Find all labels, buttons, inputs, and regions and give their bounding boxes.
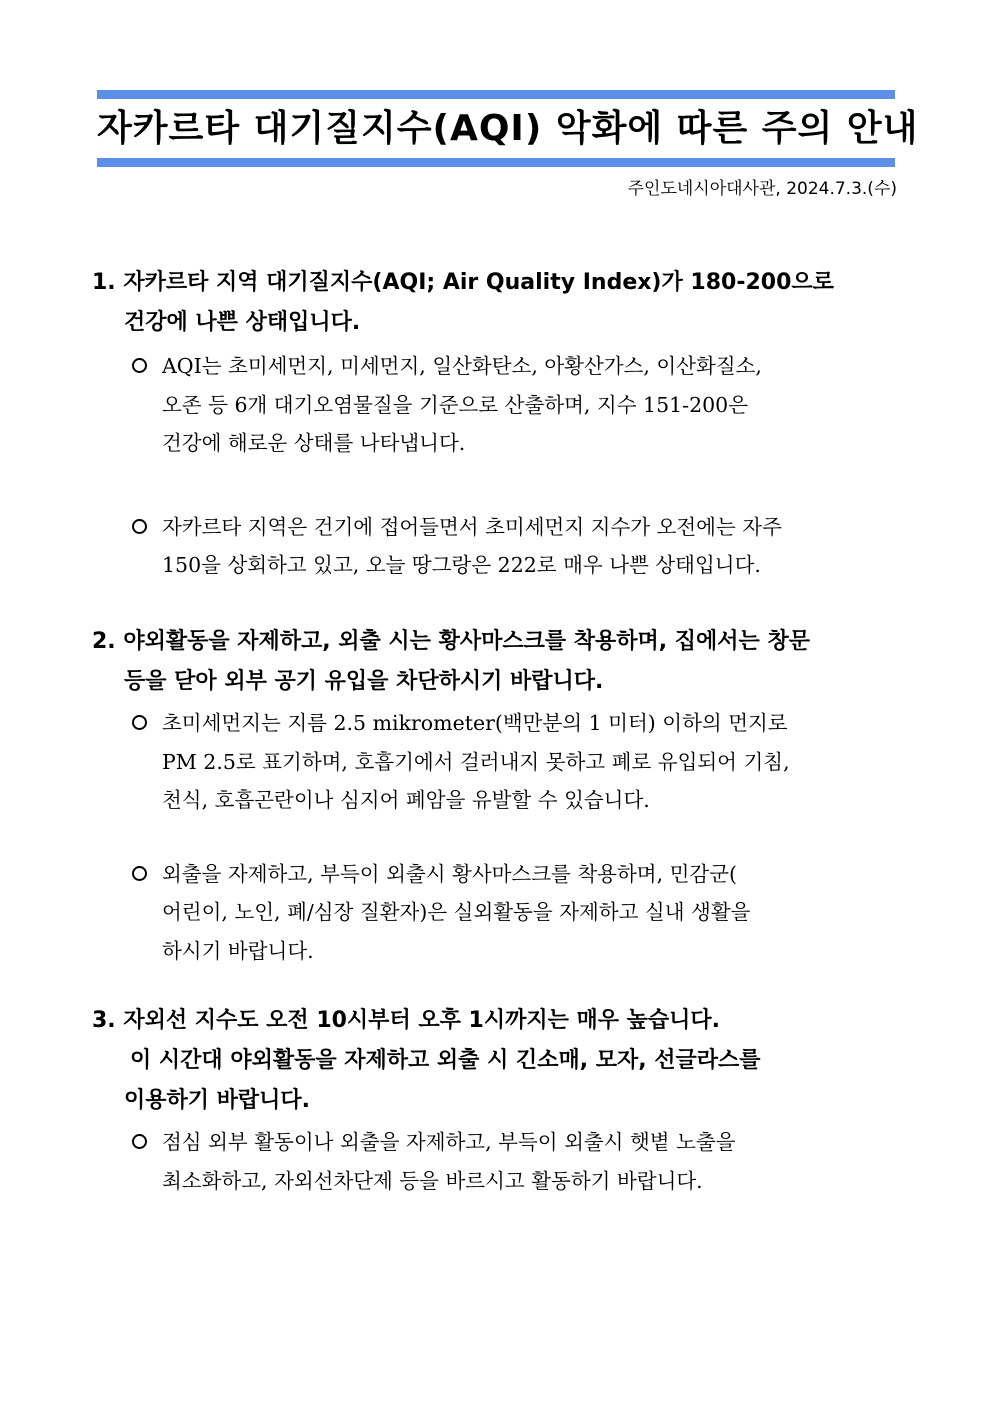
list-item-line: 오존 등 6개 대기오염물질을 기준으로 산출하며, 지수 151-200은 — [162, 392, 749, 417]
circle-bullet-icon — [132, 715, 147, 730]
circle-bullet-icon — [132, 358, 147, 373]
list-item-line: 점심 외부 활동이나 외출을 자제하고, 부득이 외출시 햇볕 노출을 — [162, 1130, 736, 1154]
list-item-line: 천식, 호흡곤란이나 심지어 폐암을 유발할 수 있습니다. — [162, 788, 650, 812]
section-heading — [92, 263, 902, 343]
section-3 — [92, 1001, 902, 1200]
issuer-and-date: 주인도네시아대사관, 2024.7.3.(수) — [627, 179, 897, 199]
list-item-line: 최소화하고, 자외선차단제 등을 바르시고 활동하기 바랍니다. — [162, 1168, 703, 1193]
list-item — [132, 347, 902, 463]
list-item-line: 외출을 자제하고, 부득이 외출시 황사마스크를 착용하며, 민감군( — [162, 861, 738, 886]
title-top-rule — [97, 90, 895, 99]
document-title: 자카르타 대기질지수(AQI) 악화에 따른 주의 안내 — [97, 108, 919, 149]
section-heading-line: 1. 자카르타 지역 대기질지수(AQI; Air Quality Index)가 180-200으로 — [92, 270, 834, 295]
list-item-line: 건강에 해로운 상태를 나타냅니다. — [162, 431, 466, 455]
section-2 — [92, 622, 902, 970]
list-item-line: 하시기 바랍니다. — [162, 938, 314, 963]
list-item-line: 어린이, 노인, 폐/심장 질환자)은 실외활동을 자제하고 실내 생활을 — [162, 900, 751, 924]
section-heading-line: 등을 닫아 외부 공기 유입을 차단하시기 바랍니다. — [124, 669, 604, 694]
circle-bullet-icon — [132, 1134, 147, 1149]
list-item — [132, 855, 902, 971]
circle-bullet-icon — [132, 866, 147, 881]
section-heading — [92, 1001, 902, 1121]
section-heading-line: 건강에 나쁜 상태입니다. — [124, 310, 361, 335]
section-1 — [92, 263, 902, 585]
list-item — [132, 1123, 902, 1200]
section-heading-line: 3. 자외선 지수도 오전 10시부터 오후 1시까지는 매우 높습니다. — [92, 1008, 721, 1033]
circle-bullet-icon — [132, 519, 147, 534]
title-bottom-rule — [97, 158, 895, 167]
list-item-line: 자카르타 지역은 건기에 접어들면서 초미세먼지 지수가 오전에는 자주 — [162, 514, 782, 539]
list-item-line: 초미세먼지는 지름 2.5 mikrometer(백만분의 1 미터) 이하의 먼지로 — [162, 711, 788, 735]
section-heading — [92, 622, 902, 702]
section-heading-line: 이 시간대 야외활동을 자제하고 외출 시 긴소매, 모자, 선글라스를 — [130, 1048, 761, 1073]
list-item — [132, 704, 902, 820]
list-item-line: 150을 상회하고 있고, 오늘 땅그랑은 222로 매우 나쁜 상태입니다. — [162, 553, 761, 577]
list-item — [132, 508, 902, 585]
list-item-line: AQI는 초미세먼지, 미세먼지, 일산화탄소, 아황산가스, 이산화질소, — [162, 354, 762, 378]
list-item-line: PM 2.5로 표기하며, 호흡기에서 걸러내지 못하고 폐로 유입되어 기침, — [162, 749, 790, 774]
section-heading-line: 이용하기 바랍니다. — [124, 1088, 311, 1113]
section-heading-line: 2. 야외활동을 자제하고, 외출 시는 황사마스크를 착용하며, 집에서는 창문 — [92, 629, 810, 654]
